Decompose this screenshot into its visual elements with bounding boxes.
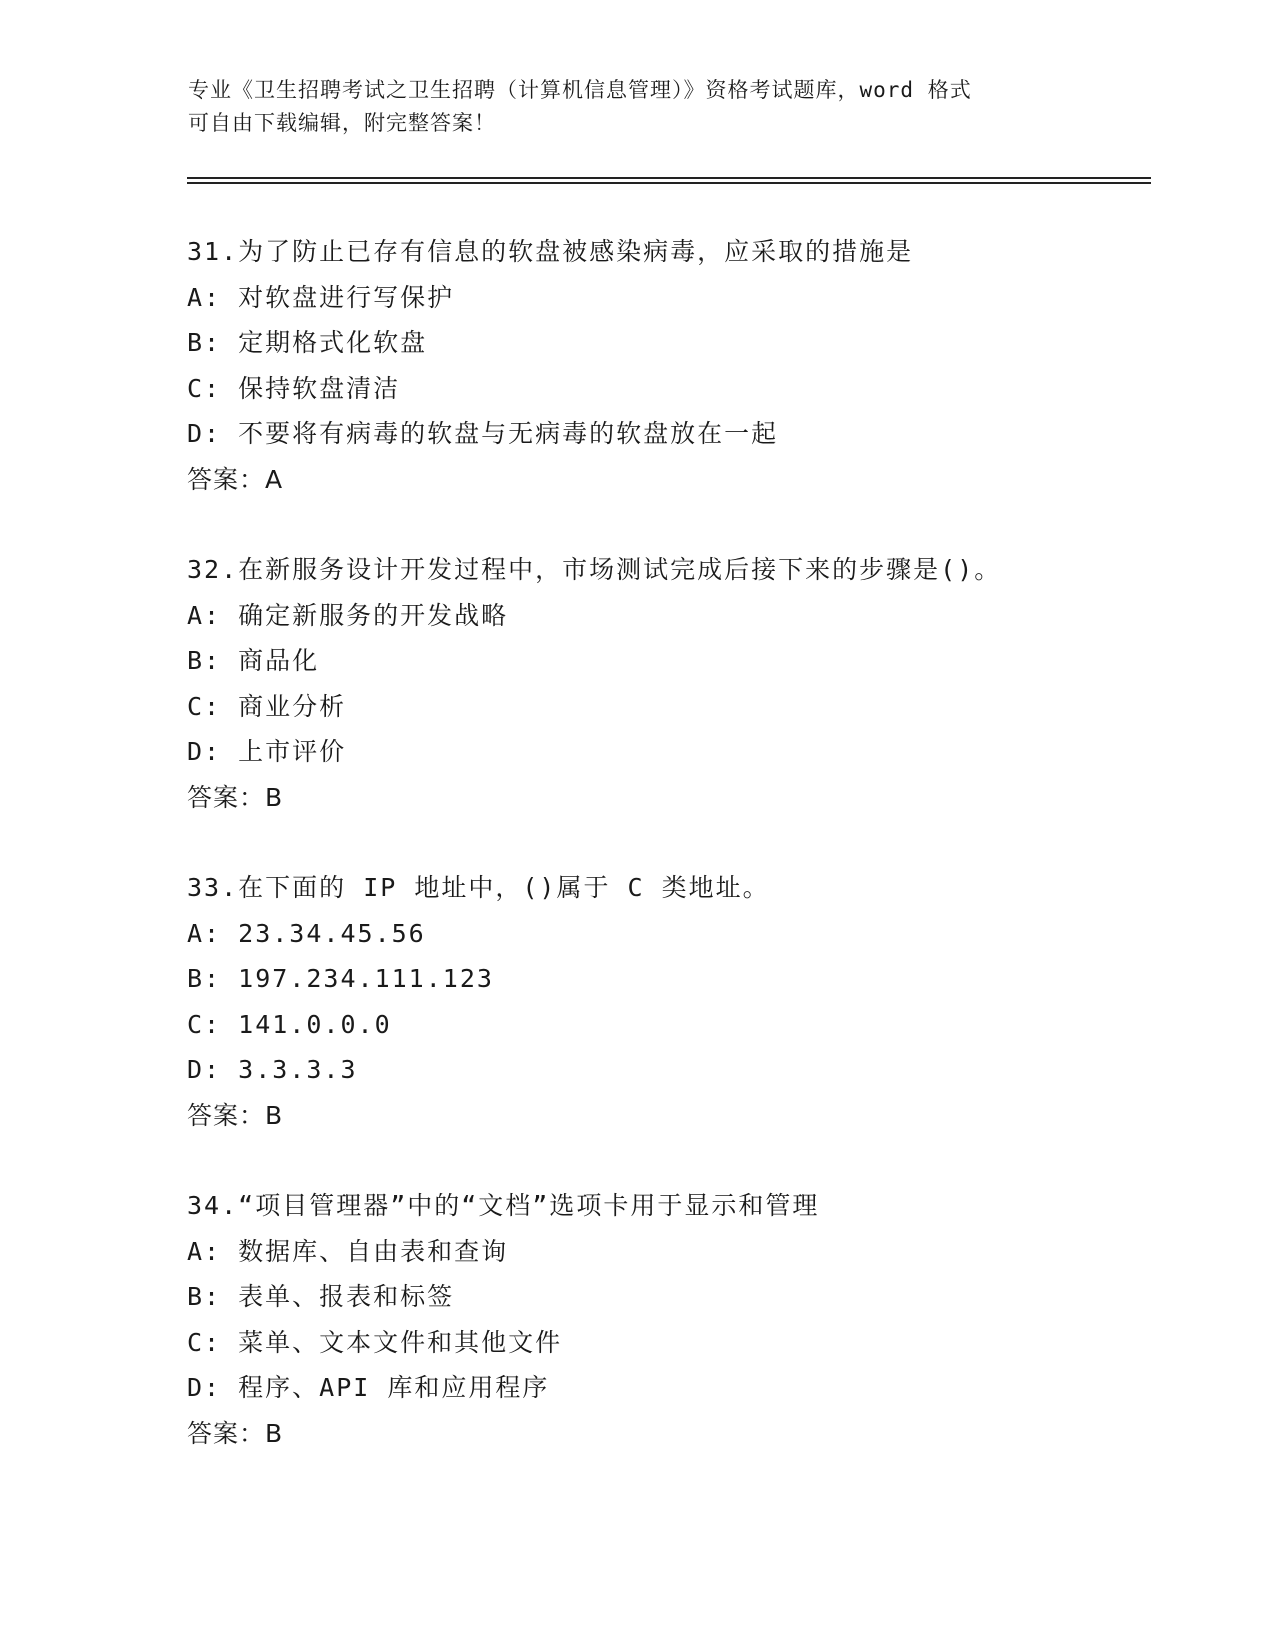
question-stem: 31.为了防止已存有信息的软盘被感染病毒，应采取的措施是 [187, 237, 914, 266]
option-a: A: 23.34.45.56 [187, 918, 426, 948]
question-32 [187, 547, 1147, 820]
option-b: B: 197.234.111.123 [187, 964, 494, 993]
option-b: B: 商品化 [187, 646, 320, 675]
option-d: D: 上市评价 [187, 737, 347, 766]
answer-label: 答案：B [187, 1418, 284, 1448]
question-stem: 32.在新服务设计开发过程中，市场测试完成后接下来的步骤是()。 [187, 555, 1002, 584]
question-stem: 34.“项目管理器”中的“文档”选项卡用于显示和管理 [187, 1191, 820, 1220]
option-d: D: 3.3.3.3 [187, 1055, 358, 1084]
question-34 [187, 1183, 1147, 1456]
document-header [188, 74, 1088, 140]
question-33 [187, 865, 1147, 1138]
header-line-2: 可自由下载编辑，附完整答案！ [188, 111, 496, 135]
header-divider-bottom [187, 182, 1151, 184]
option-a: A: 对软盘进行写保护 [187, 282, 455, 312]
header-divider-top [187, 177, 1151, 179]
option-a: A: 数据库、自由表和查询 [187, 1236, 509, 1266]
answer-label: 答案：B [187, 1100, 284, 1130]
question-stem: 33.在下面的 IP 地址中，()属于 C 类地址。 [187, 873, 770, 902]
option-c: C: 商业分析 [187, 691, 347, 721]
question-31 [187, 229, 1147, 502]
option-a: A: 确定新服务的开发战略 [187, 600, 509, 630]
answer-label: 答案：B [187, 782, 284, 812]
option-c: C: 保持软盘清洁 [187, 373, 401, 403]
option-c: C: 菜单、文本文件和其他文件 [187, 1327, 563, 1357]
option-c: C: 141.0.0.0 [187, 1009, 392, 1039]
option-d: D: 不要将有病毒的软盘与无病毒的软盘放在一起 [187, 419, 779, 448]
answer-label: 答案：A [187, 464, 284, 494]
option-b: B: 表单、报表和标签 [187, 1282, 455, 1311]
option-b: B: 定期格式化软盘 [187, 328, 428, 357]
option-d: D: 程序、API 库和应用程序 [187, 1373, 550, 1402]
header-line-1: 专业《卫生招聘考试之卫生招聘（计算机信息管理）》资格考试题库，word 格式 [188, 78, 972, 102]
